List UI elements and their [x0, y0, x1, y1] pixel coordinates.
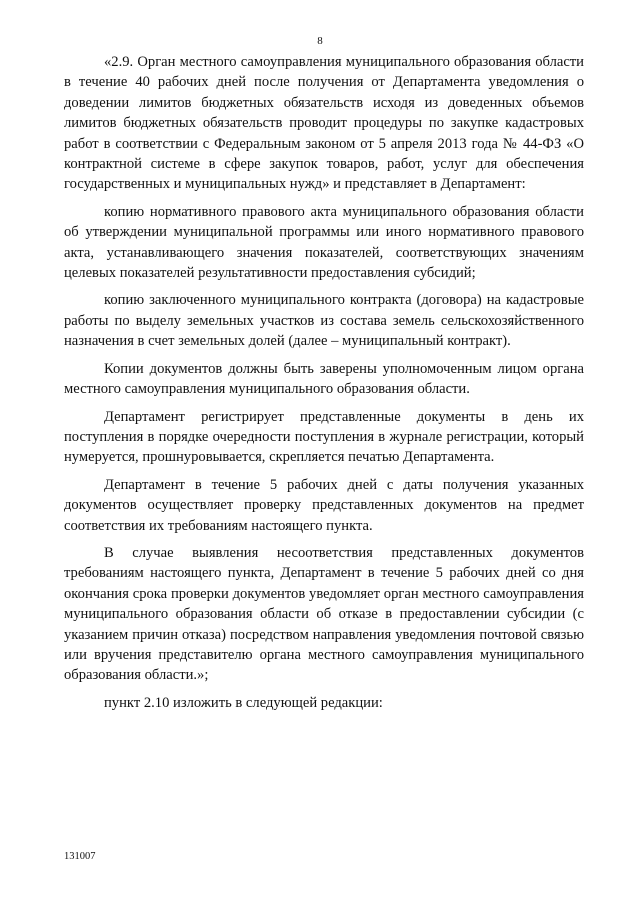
document-code: 131007	[64, 851, 96, 862]
paragraph: Копии документов должны быть заверены уполномоченным лицом органа местного самоуправления муниципального образования области.	[64, 360, 584, 398]
paragraph: пункт 2.10 изложить в следующей редакции:	[104, 694, 383, 711]
paragraph: Департамент в течение 5 рабочих дней с даты получения указанных документов осуществляет проверку представленных документов на предмет соответствия их требованиям настоящего пункта.	[64, 476, 584, 534]
paragraph: копию нормативного правового акта муниципального образования области об утверждении муниципальной программы или иного нормативного правового акта, устанавливающего значения показателей, соответствующих значениям целевых показателей результативности предоставления субсидий;	[64, 203, 584, 282]
paragraph: копию заключенного муниципального контракта (договора) на кадастровые работы по выделу земельных участков из состава земель сельскохозяйственного назначения в счет земельных долей (далее – муниципальный контракт).	[64, 292, 584, 350]
page-number: 8	[317, 35, 323, 47]
document-body	[64, 52, 584, 713]
paragraph: В случае выявления несоответствия представленных документов требованиям настоящего пункта, Департамент в течение 5 рабочих дней со дня окончания срока проверки документов уведомляет орган местного самоуправления муниципального образования области об отказе в предоставлении субсидии (с указанием причин отказа) посредством направления уведомления почтовой связью или вручения представителю органа местного самоуправления муниципального образования области.»;	[64, 544, 584, 684]
paragraph: «2.9. Орган местного самоуправления муниципального образования области в течение 40 рабочих дней после получения от Департамента уведомления о доведении лимитов бюджетных обязательств исходя из доведенных объемов лимитов бюджетных обязательств проводит процедуры по закупке кадастровых работ в соответствии с Федеральным законом от 5 апреля 2013 года № 44-ФЗ «О контрактной системе в сфере закупок товаров, работ, услуг для обеспечения государственных и муниципальных нужд» и представляет в Департамент:	[64, 54, 584, 193]
paragraph: Департамент регистрирует представленные документы в день их поступления в порядке очередности поступления в журнале регистрации, который нумеруется, прошнуровывается, скрепляется печатью Департамента.	[64, 408, 584, 466]
